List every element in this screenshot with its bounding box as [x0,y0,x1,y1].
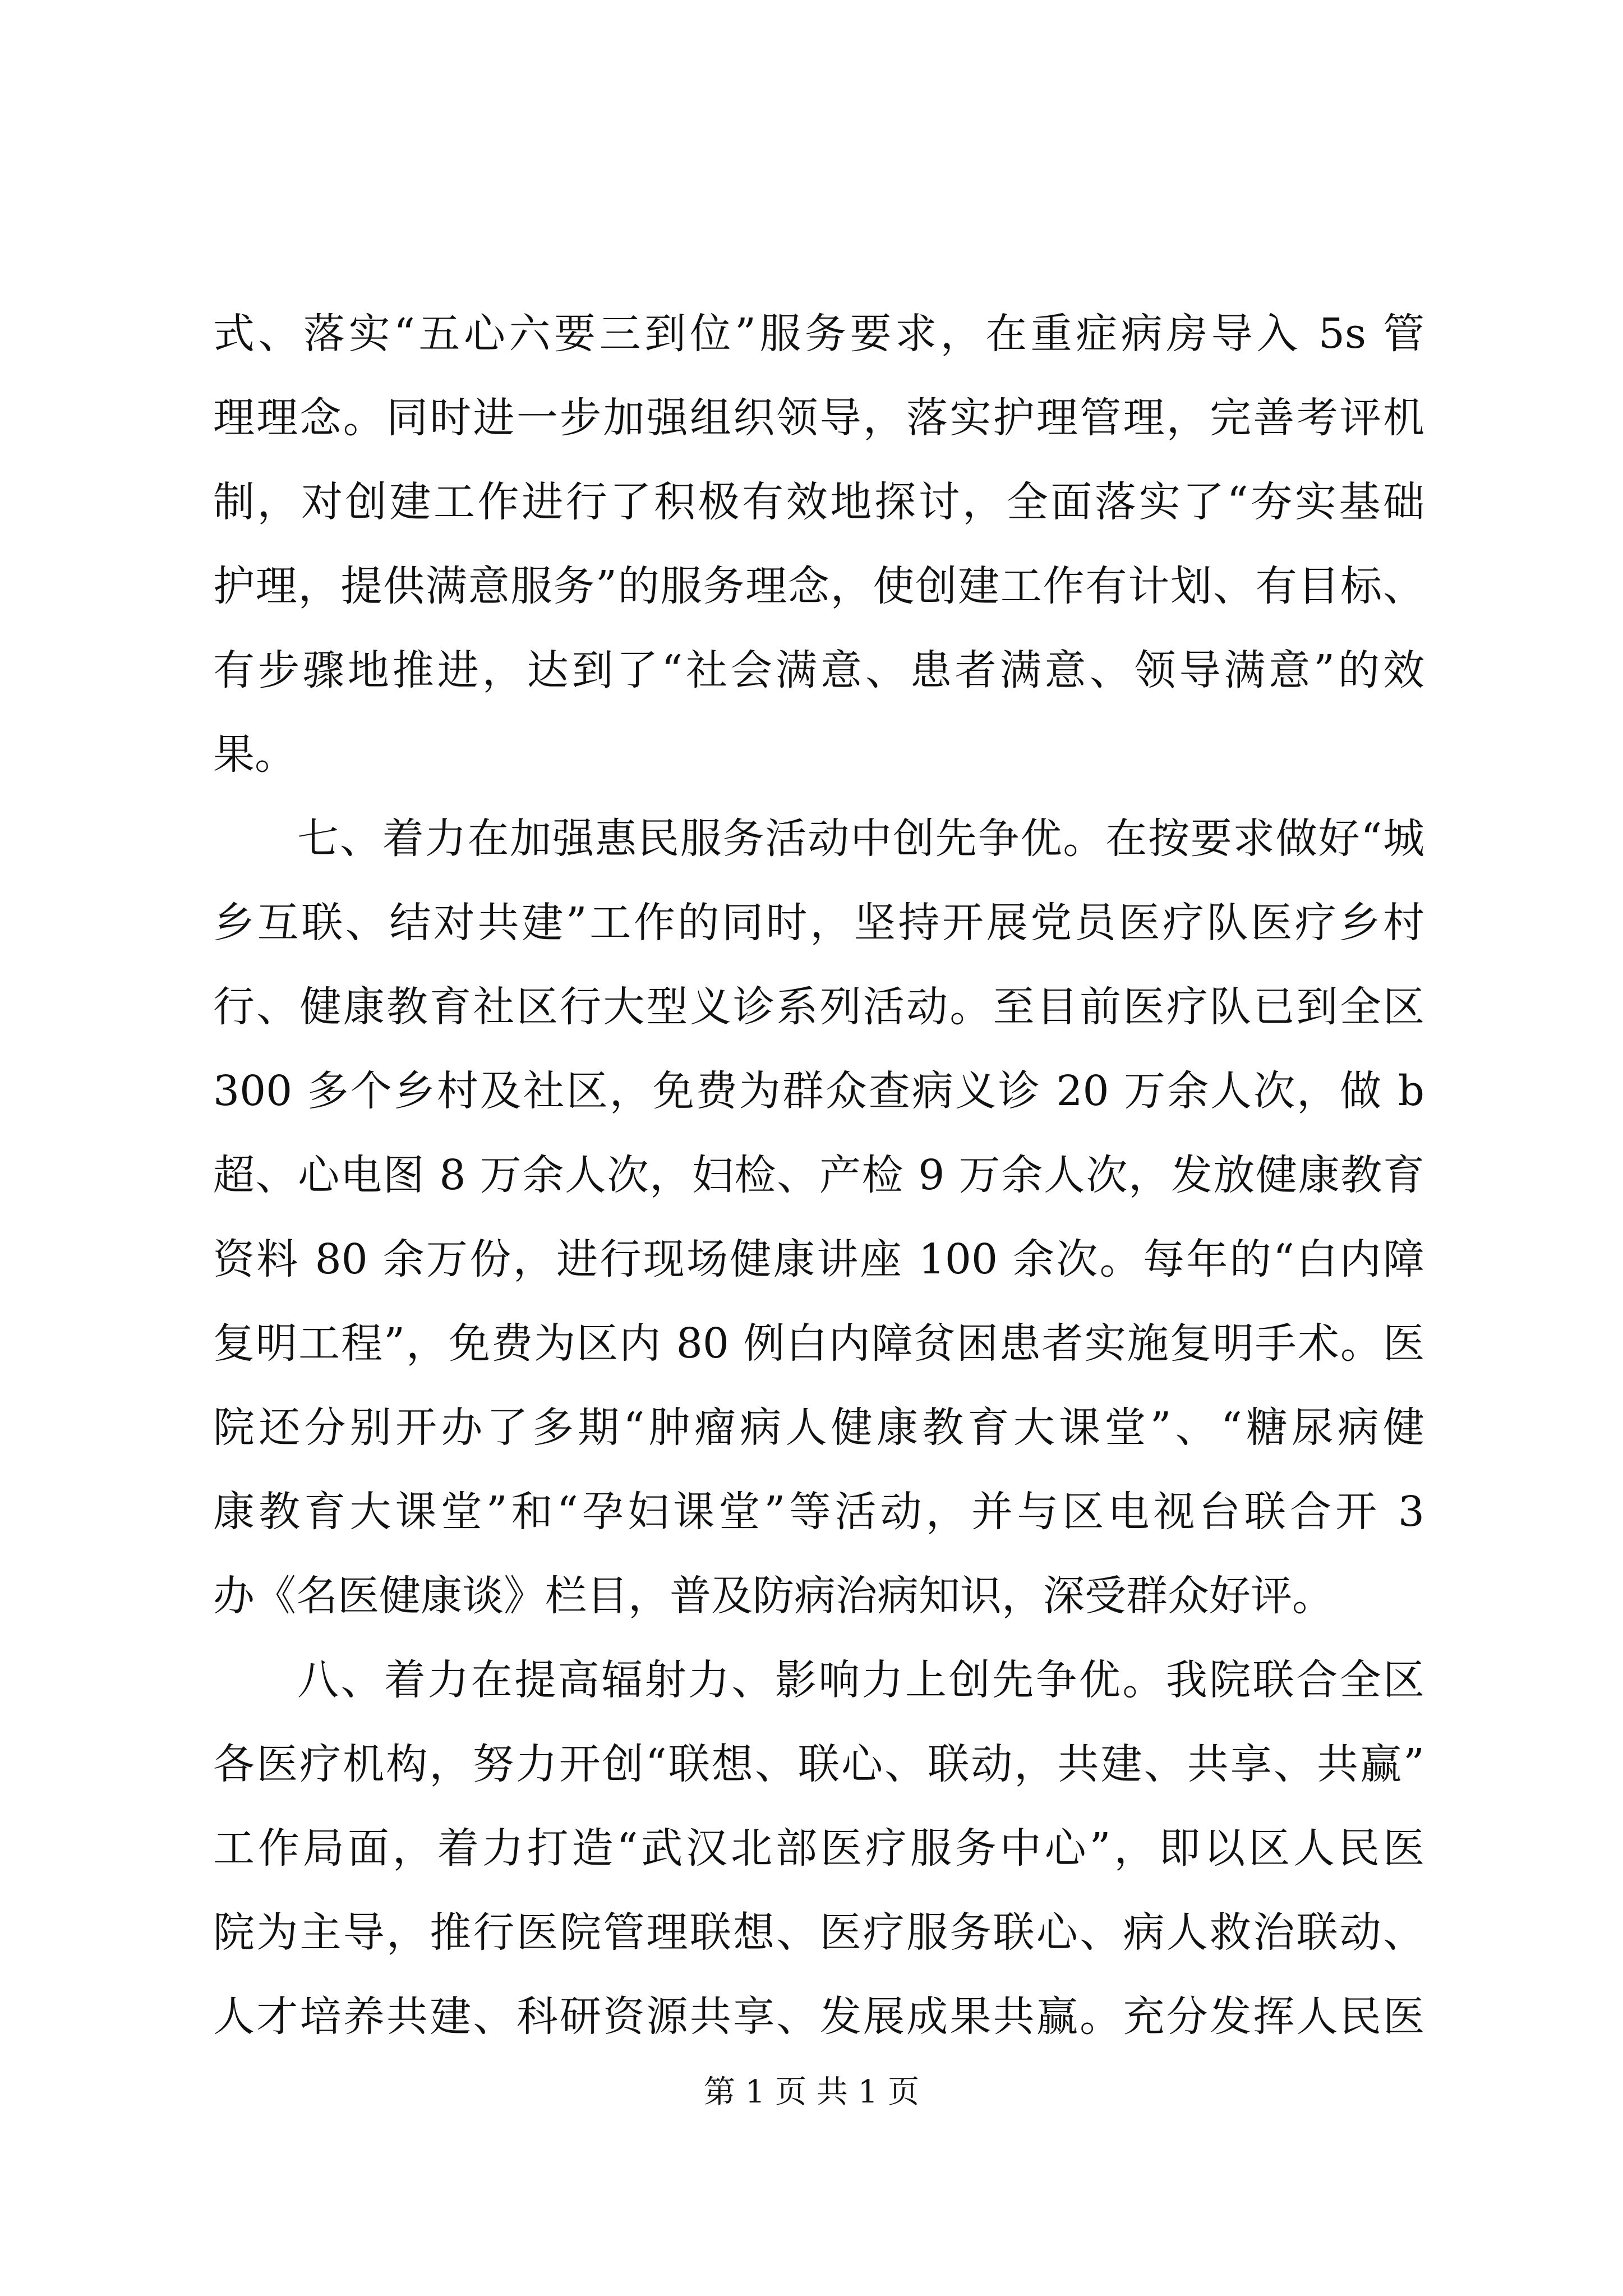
text-line: 300 多个乡村及社区，免费为群众查病义诊 20 万余人次，做 b [213,1067,1424,1115]
text-line: 有步骤地推进，达到了“社会满意、患者满意、领导满意”的效 [213,646,1424,694]
text-line: 制，对创建工作进行了积极有效地探讨，全面落实了“夯实基础 [213,478,1424,526]
text-line: 院还分别开办了多期“肿瘤病人健康教育大课堂”、“糖尿病健 [213,1404,1424,1452]
text-line: 工作局面，着力打造“武汉北部医疗服务中心”，即以区人民医 [213,1824,1424,1872]
body-text [213,292,1424,2059]
text-line: 资料 80 余万份，进行现场健康讲座 100 余次。每年的“白内障 [213,1235,1424,1283]
text-line: 理理念。同时进一步加强组织领导，落实护理管理，完善考评机 [213,394,1424,442]
text-line: 院为主导，推行医院管理联想、医疗服务联心、病人救治联动、 [213,1908,1424,1957]
section-8-heading-line: 八、着力在提高辐射力、影响力上创先争优。我院联合全区 [297,1656,1424,1704]
text-line: 办《名医健康谈》栏目，普及防病治病知识，深受群众好评。 [213,1572,1334,1620]
text-line: 康教育大课堂”和“孕妇课堂”等活动，并与区电视台联合开 3 [213,1488,1425,1536]
text-line: 行、健康教育社区行大型义诊系列活动。至目前医疗队已到全区 [213,983,1424,1031]
text-line: 各医疗机构，努力开创“联想、联心、联动，共建、共享、共赢” [213,1740,1424,1788]
section-7-heading-line: 七、着力在加强惠民服务活动中创先争优。在按要求做好“城 [297,815,1424,863]
text-line: 超、心电图 8 万余人次，妇检、产检 9 万余人次，发放健康教育 [213,1151,1424,1199]
text-line: 果。 [213,730,296,779]
page-number-footer: 第 1 页 共 1 页 [703,2074,920,2110]
text-line: 人才培养共建、科研资源共享、发展成果共赢。充分发挥人民医 [213,1993,1424,2041]
text-line: 护理，提供满意服务”的服务理念，使创建工作有计划、有目标、 [213,562,1424,610]
text-line: 乡互联、结对共建”工作的同时，坚持开展党员医疗队医疗乡村 [213,899,1424,947]
text-line: 式、落实“五心六要三到位”服务要求，在重症病房导入 5s 管 [213,310,1424,358]
text-line: 复明工程”，免费为区内 80 例白内障贫困患者实施复明手术。医 [213,1319,1424,1368]
